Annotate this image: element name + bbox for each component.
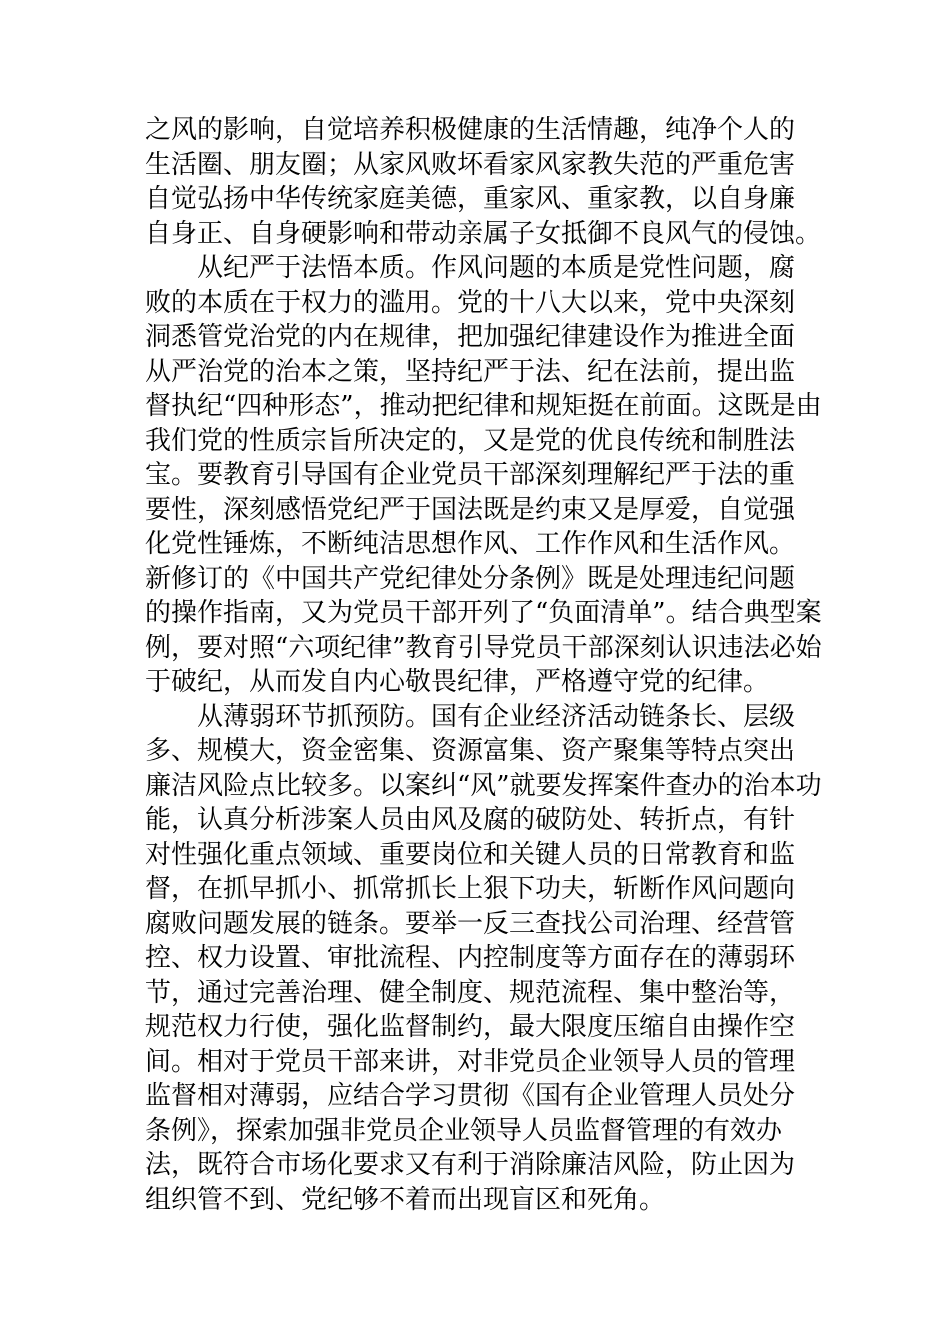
text-line: 生活圈、朋友圈；从家风败坏看家风家教失范的严重危害 (145, 149, 796, 180)
paragraph-start-line: 从纪严于法悟本质。作风问题的本质是党性问题，腐 (145, 253, 796, 283)
text-line: 的操作指南，又为党员干部开列了“负面清单”。结合典型案 (145, 598, 822, 628)
paragraph-start-line: 从薄弱环节抓预防。国有企业经济活动链条长、层级 (145, 701, 796, 732)
text-line: 多、规模大，资金密集、资源富集、资产聚集等特点突出 (145, 736, 796, 766)
text-line: 条例》，探索加强非党员企业领导人员监督管理的有效办 (145, 1115, 783, 1146)
text-line: 于破纪，从而发自内心敬畏纪律，严格遵守党的纪律。 (145, 667, 770, 697)
text-line: 监督相对薄弱，应结合学习贯彻《国有企业管理人员处分 (145, 1081, 796, 1111)
text-line: 控、权力设置、审批流程、内控制度等方面存在的薄弱环 (145, 943, 796, 973)
text-line: 洞悉管党治党的内在规律，把加强纪律建设作为推进全面 (145, 322, 796, 352)
text-line: 督，在抓早抓小、抓常抓长上狠下功夫，斩断作风问题向 (145, 874, 796, 904)
text-line: 要性，深刻感悟党纪严于国法既是约束又是厚爱，自觉强 (145, 494, 796, 525)
text-line: 督执纪“四种形态”，推动把纪律和规矩挺在前面。这既是由 (145, 391, 822, 421)
text-line: 败的本质在于权力的滥用。党的十八大以来，党中央深刻 (145, 287, 796, 318)
text-line: 腐败问题发展的链条。要举一反三查找公司治理、经营管 (145, 908, 796, 939)
text-line: 化党性锤炼，不断纯洁思想作风、工作作风和生活作风。 (145, 529, 796, 559)
text-line: 新修订的《中国共产党纪律处分条例》既是处理违纪问题 (145, 563, 796, 594)
text-line: 自觉弘扬中华传统家庭美德，重家风、重家教，以自身廉 (145, 184, 796, 214)
body-text (145, 113, 822, 1217)
text-line: 从严治党的治本之策，坚持纪严于法、纪在法前，提出监 (145, 356, 796, 387)
text-line: 廉洁风险点比较多。以案纠“风”就要发挥案件查办的治本功 (145, 770, 822, 801)
text-line: 法，既符合市场化要求又有利于消除廉洁风险，防止因为 (145, 1150, 796, 1180)
text-line: 之风的影响，自觉培养积极健康的生活情趣，纯净个人的 (145, 115, 796, 145)
text-line: 节，通过完善治理、健全制度、规范流程、集中整治等， (145, 977, 796, 1008)
text-line: 规范权力行使，强化监督制约，最大限度压缩自由操作空 (145, 1012, 796, 1042)
text-line: 间。相对于党员干部来讲，对非党员企业领导人员的管理 (145, 1046, 796, 1077)
text-line: 组织管不到、党纪够不着而出现盲区和死角。 (145, 1184, 666, 1215)
text-line: 自身正、自身硬影响和带动亲属子女抵御不良风气的侵蚀。 (145, 218, 822, 249)
text-line: 对性强化重点领域、重要岗位和关键人员的日常教育和监 (145, 839, 796, 870)
text-line: 宝。要教育引导国有企业党员干部深刻理解纪严于法的重 (145, 460, 796, 490)
text-line: 能，认真分析涉案人员由风及腐的破防处、转折点，有针 (145, 805, 796, 835)
text-line: 我们党的性质宗旨所决定的，又是党的优良传统和制胜法 (145, 425, 796, 456)
text-line: 例，要对照“六项纪律”教育引导党员干部深刻认识违法必始 (145, 632, 822, 663)
